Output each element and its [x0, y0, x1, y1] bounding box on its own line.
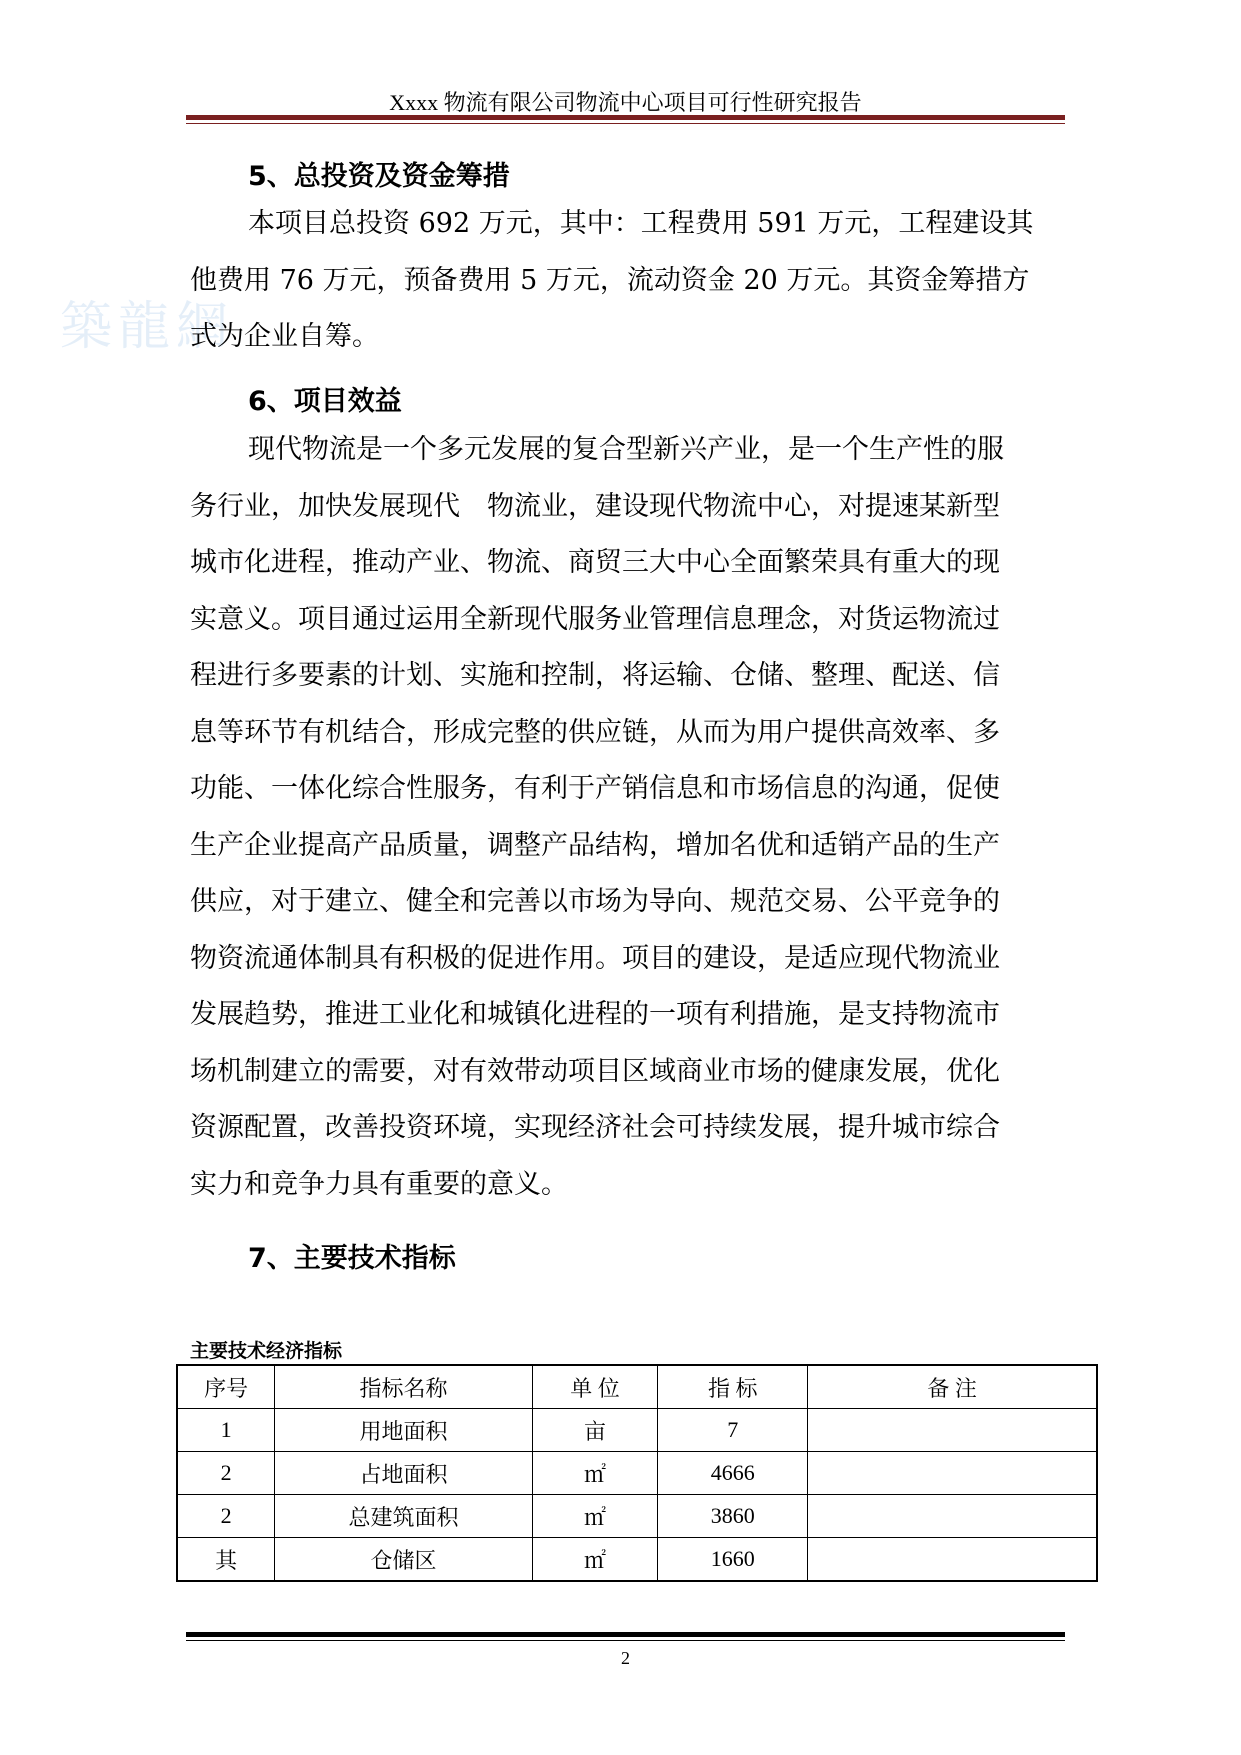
table-cell: ㎡ — [532, 1452, 658, 1495]
table-cell: ㎡ — [532, 1495, 658, 1538]
table-cell — [808, 1538, 1097, 1582]
table-cell: 1660 — [658, 1538, 808, 1582]
text-line: 程进行多要素的计划、实施和控制，将运输、仓储、整理、配送、信 — [190, 660, 1000, 691]
text-line: 务行业，加快发展现代 物流业，建设现代物流中心，对提速某新型 — [190, 490, 1000, 522]
paragraph-benefits — [190, 422, 1070, 1213]
column-header: 备 注 — [808, 1365, 1097, 1409]
table-row — [177, 1538, 1097, 1582]
header-rule-thin — [186, 123, 1065, 124]
column-header: 指标名称 — [275, 1365, 532, 1409]
table-row — [177, 1495, 1097, 1538]
table-header-row — [177, 1365, 1097, 1409]
technical-indicators-table — [176, 1364, 1098, 1582]
table-cell: ㎡ — [532, 1538, 658, 1582]
table-cell: 仓储区 — [275, 1538, 532, 1582]
table-cell — [808, 1495, 1097, 1538]
footer-rule-thin — [186, 1640, 1065, 1641]
table-row — [177, 1409, 1097, 1452]
text-line: 生产企业提高产品质量，调整产品结构，增加名优和适销产品的生产 — [190, 829, 1000, 861]
table-cell: 用地面积 — [275, 1409, 532, 1452]
text-line: 式为企业自筹。 — [190, 321, 379, 352]
table-cell: 3860 — [658, 1495, 808, 1538]
header-rule-thick — [186, 115, 1065, 120]
page-header-title: Xxxx 物流有限公司物流中心项目可行性研究报告 — [389, 90, 862, 115]
table-cell: 2 — [177, 1495, 275, 1538]
text-line: 功能、一体化综合性服务，有利于产销信息和市场信息的沟通，促使 — [190, 773, 1000, 804]
text-line: 实力和竞争力具有重要的意义。 — [190, 1168, 568, 1200]
table-cell: 总建筑面积 — [275, 1495, 532, 1538]
section-heading-investment: 5、总投资及资金筹措 — [248, 161, 510, 192]
table-row — [177, 1452, 1097, 1495]
text-line: 场机制建立的需要，对有效带动项目区域商业市场的健康发展，优化 — [190, 1055, 1000, 1087]
table-cell: 4666 — [658, 1452, 808, 1495]
table-caption: 主要技术经济指标 — [190, 1340, 343, 1362]
text-line: 他费用 76 万元，预备费用 5 万元，流动资金 20 万元。其资金筹措方 — [190, 264, 1030, 296]
watermark: 築龍網 — [60, 297, 235, 357]
text-line: 本项目总投资 692 万元，其中：工程费用 591 万元，工程建设其 — [248, 208, 1034, 239]
section-heading-benefits: 6、项目效益 — [248, 386, 402, 417]
table-cell: 亩 — [532, 1409, 658, 1452]
footer-rule-thick — [186, 1632, 1065, 1637]
column-header: 指 标 — [658, 1365, 808, 1409]
text-line: 物资流通体制具有积极的促进作用。项目的建设，是适应现代物流业 — [190, 942, 1000, 974]
page-number: 2 — [621, 1648, 630, 1668]
table-cell — [808, 1409, 1097, 1452]
table-cell: 1 — [177, 1409, 275, 1452]
text-line: 现代物流是一个多元发展的复合型新兴产业，是一个生产性的服 — [248, 434, 1004, 465]
text-line: 资源配置，改善投资环境，实现经济社会可持续发展，提升城市综合 — [190, 1112, 1000, 1143]
table-cell: 其 — [177, 1538, 275, 1582]
text-line: 发展趋势，推进工业化和城镇化进程的一项有利措施，是支持物流市 — [190, 999, 1000, 1030]
paragraph-investment — [190, 196, 1070, 366]
text-line: 息等环节有机结合，形成完整的供应链，从而为用户提供高效率、多 — [190, 716, 1000, 748]
column-header: 序号 — [177, 1365, 275, 1409]
table-cell: 7 — [658, 1409, 808, 1452]
column-header: 单 位 — [532, 1365, 658, 1409]
text-line: 供应，对于建立、健全和完善以市场为导向、规范交易、公平竞争的 — [190, 886, 1000, 917]
text-line: 城市化进程，推动产业、物流、商贸三大中心全面繁荣具有重大的现 — [190, 547, 1000, 578]
text-line: 实意义。项目通过运用全新现代服务业管理信息理念，对货运物流过 — [190, 603, 1000, 635]
table-cell — [808, 1452, 1097, 1495]
table-cell: 2 — [177, 1452, 275, 1495]
section-heading-technical-indicators: 7、主要技术指标 — [248, 1243, 456, 1274]
table-cell: 占地面积 — [275, 1452, 532, 1495]
